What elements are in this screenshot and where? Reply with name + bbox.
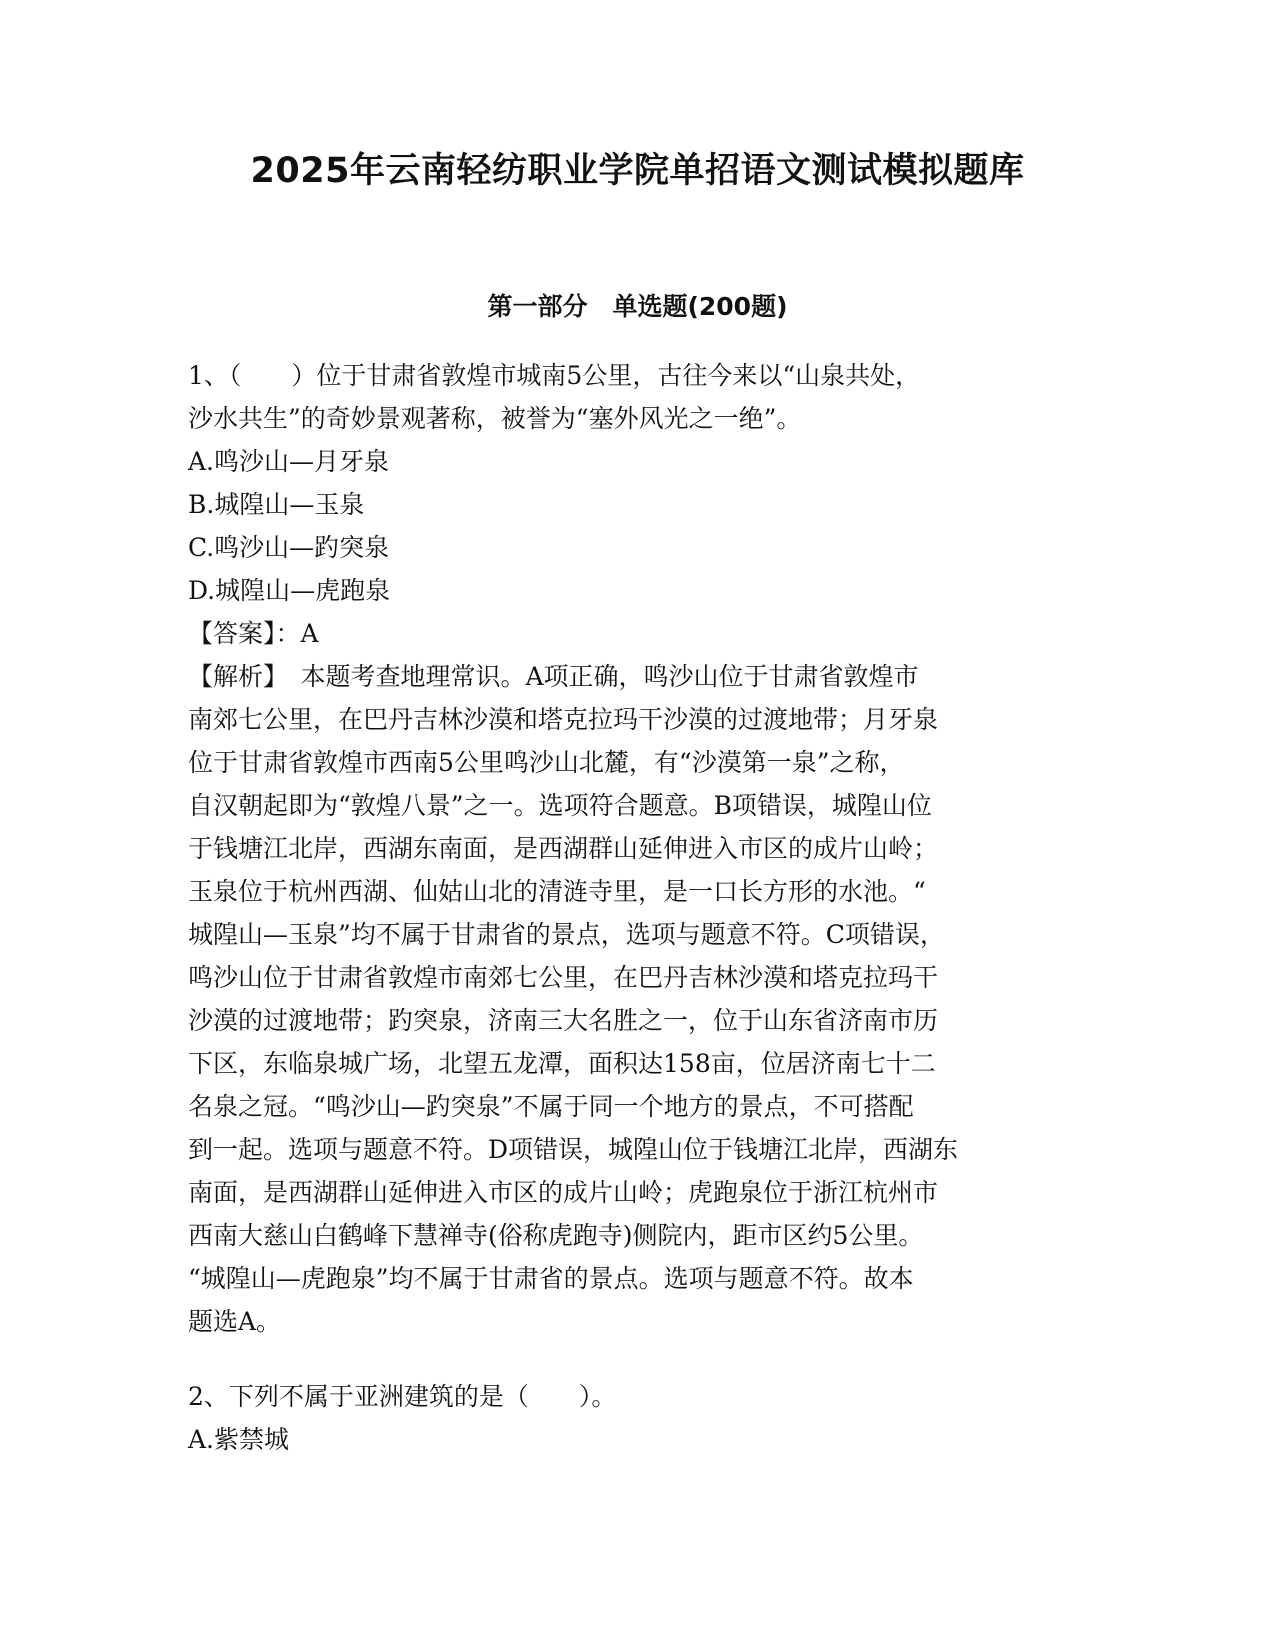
answer-line: 【答案】：A	[188, 619, 319, 648]
question-2	[188, 1375, 1088, 1461]
section-heading: 第一部分 单选题(200题)	[487, 292, 788, 321]
analysis-line: 南郊七公里，在巴丹吉林沙漠和塔克拉玛干沙漠的过渡地带；月牙泉	[188, 705, 939, 734]
analysis-line: 【解析】 本题考查地理常识。A项正确，鸣沙山位于甘肃省敦煌市	[188, 662, 919, 691]
option-a: A.鸣沙山—月牙泉	[188, 447, 390, 476]
analysis-line: 到一起。选项与题意不符。D项错误，城隍山位于钱塘江北岸，西湖东	[188, 1135, 959, 1164]
analysis-line: 题选A。	[188, 1307, 282, 1336]
analysis-line: 下区，东临泉城广场，北望五龙潭，面积达158亩，位居济南七十二	[188, 1049, 936, 1078]
question-stem-line: 2、下列不属于亚洲建筑的是（ ）。	[188, 1382, 617, 1411]
analysis-line: 于钱塘江北岸，西湖东南面，是西湖群山延伸进入市区的成片山岭；	[188, 834, 939, 863]
question-stem-line: 1、（ ）位于甘肃省敦煌市城南5公里，古往今来以“山泉共处，	[188, 361, 921, 390]
option-b: B.城隍山—玉泉	[188, 490, 365, 519]
analysis-line: 南面，是西湖群山延伸进入市区的成片山岭；虎跑泉位于浙江杭州市	[188, 1178, 939, 1207]
analysis-line: 名泉之冠。“鸣沙山—趵突泉”不属于同一个地方的景点，不可搭配	[188, 1092, 914, 1121]
analysis-line: 沙漠的过渡地带；趵突泉，济南三大名胜之一，位于山东省济南市历	[188, 1006, 939, 1035]
analysis-line: 玉泉位于杭州西湖、仙姑山北的清涟寺里，是一口长方形的水池。“	[188, 877, 926, 906]
option-a: A.紫禁城	[188, 1425, 290, 1454]
analysis-line: “城隍山—虎跑泉”均不属于甘肃省的景点。选项与题意不符。故本	[188, 1264, 914, 1293]
analysis-line: 位于甘肃省敦煌市西南5公里鸣沙山北麓，有“沙漠第一泉”之称，	[188, 748, 905, 777]
analysis-line: 自汉朝起即为“敦煌八景”之一。选项符合题意。B项错误，城隍山位	[188, 791, 932, 820]
analysis-line: 城隍山—玉泉”均不属于甘肃省的景点，选项与题意不符。C项错误，	[188, 920, 945, 949]
option-c: C.鸣沙山—趵突泉	[188, 533, 390, 562]
question-stem-line: 沙水共生”的奇妙景观著称，被誉为“塞外风光之一绝”。	[188, 404, 802, 433]
analysis-line: 西南大慈山白鹤峰下慧禅寺(俗称虎跑寺)侧院内，距市区约5公里。	[188, 1221, 924, 1250]
option-d: D.城隍山—虎跑泉	[188, 576, 391, 605]
question-1	[188, 354, 1088, 1343]
analysis-line: 鸣沙山位于甘肃省敦煌市南郊七公里，在巴丹吉林沙漠和塔克拉玛干	[188, 963, 939, 992]
document-title: 2025年云南轻纺职业学院单招语文测试模拟题库	[250, 151, 1025, 191]
